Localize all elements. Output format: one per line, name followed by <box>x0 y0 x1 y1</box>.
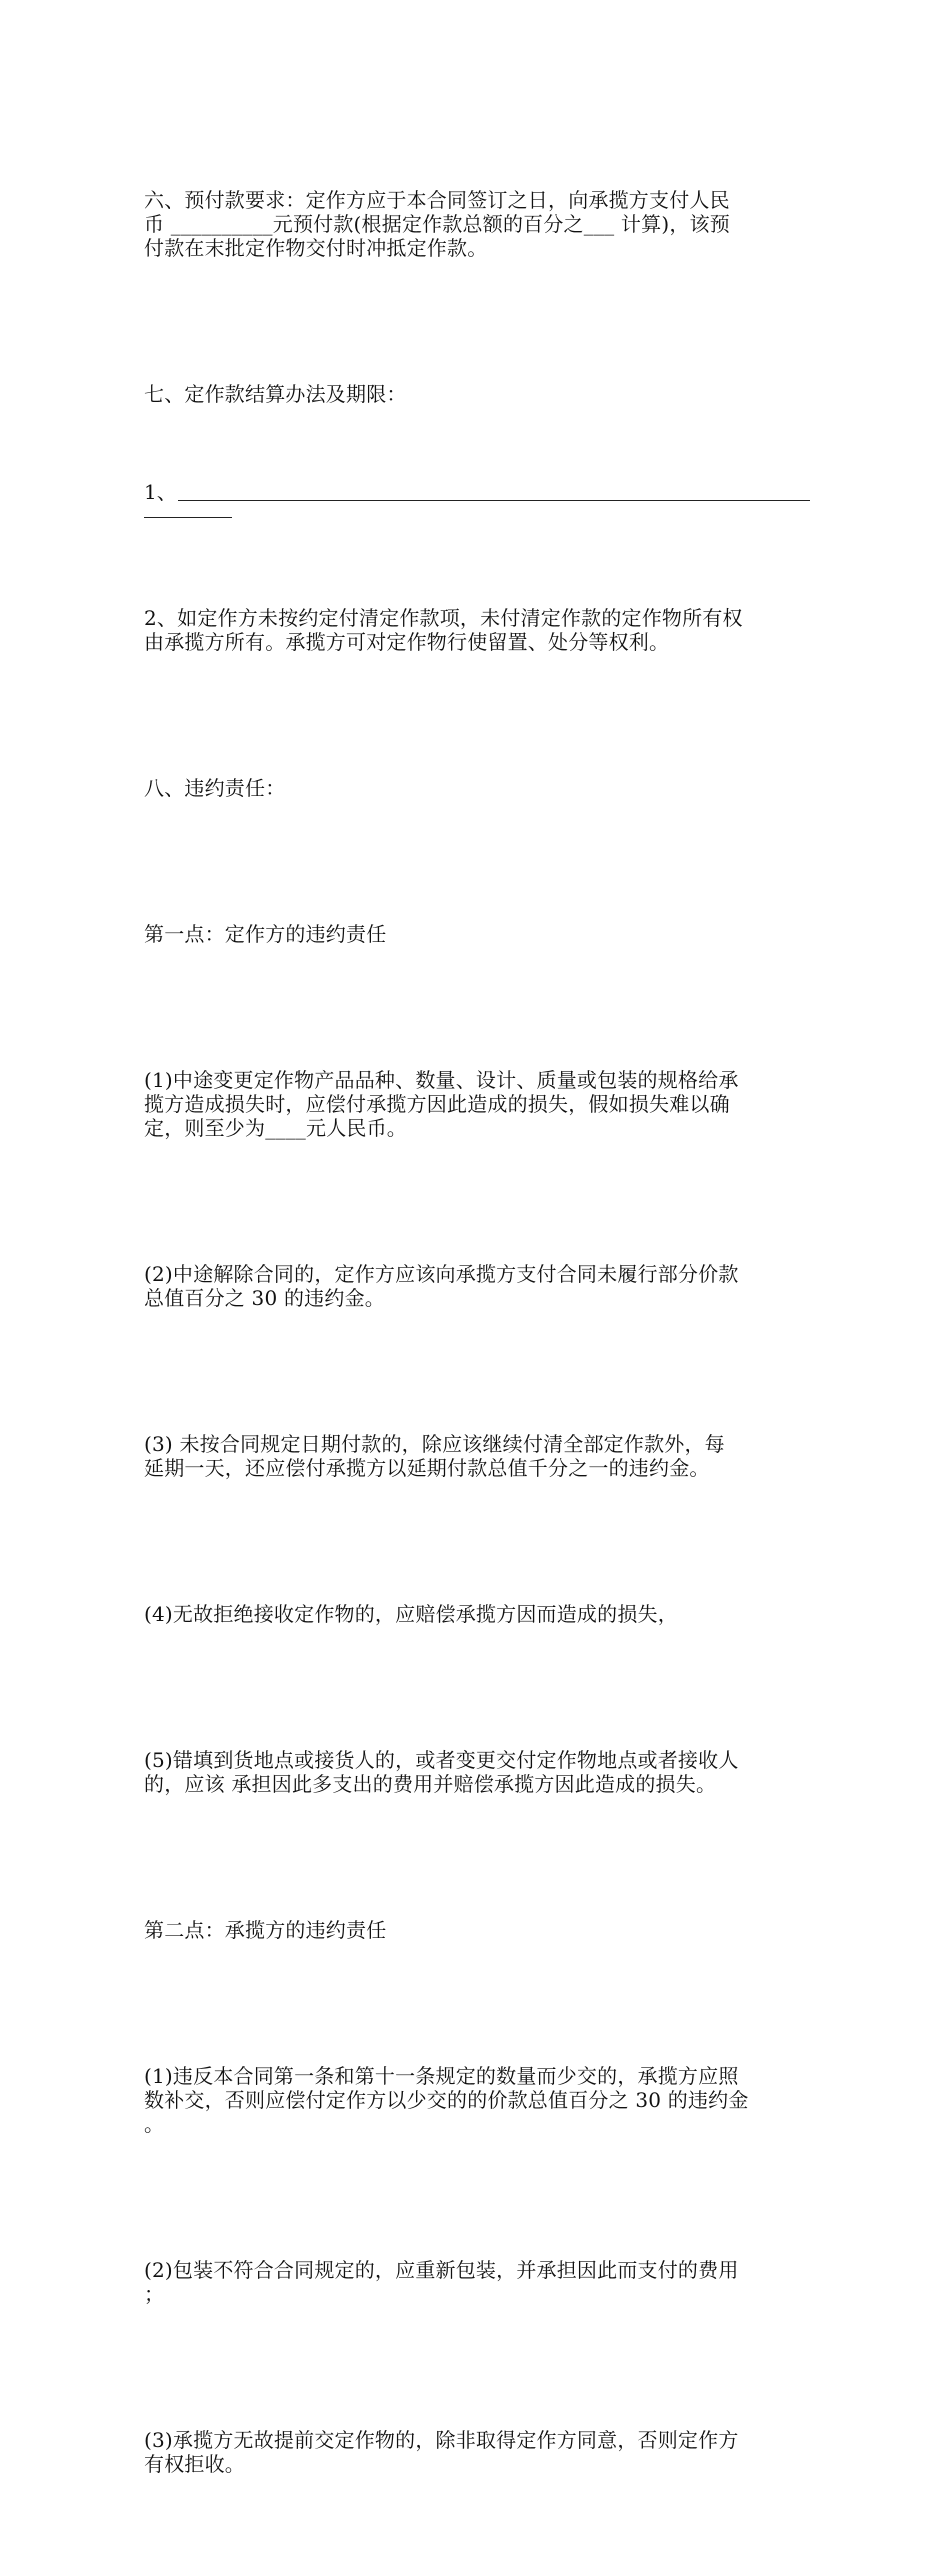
point-1-clause-3 <box>144 1384 810 1528</box>
text-line: ； <box>144 2282 165 2306</box>
point-2-clause-3 <box>144 2380 810 2524</box>
item-label: 1、 <box>144 480 177 504</box>
fill-in-blank-line-continued <box>144 516 232 518</box>
heading-text: 第二点：承揽方的违约责任 <box>144 1918 387 1942</box>
text-line: (2)中途解除合同的，定作方应该向承揽方支付合同未履行部分价款 <box>144 1262 739 1286</box>
section-7-heading <box>144 334 810 454</box>
text-line: 由承揽方所有。承揽方可对定作物行使留置、处分等权利。 <box>144 630 670 654</box>
text-line: 数补交，否则应偿付定作方以少交的的价款总值百分之 30 的违约金 <box>144 2088 749 2112</box>
point-2-clause-2 <box>144 2210 810 2354</box>
fill-in-blank-line <box>178 500 810 501</box>
point-2-clause-1 <box>144 2016 810 2184</box>
point-1-clause-1 <box>144 1020 810 1188</box>
section-6-prepayment <box>144 140 810 308</box>
section-7-item-1 <box>144 480 810 504</box>
section-7-item-2 <box>144 558 810 702</box>
text-line: (1)违反本合同第一条和第十一条规定的数量而少交的，承揽方应照 <box>144 2064 739 2088</box>
text-line: (3) 未按合同规定日期付款的，除应该继续付清全部定作款外，每 <box>144 1432 725 1456</box>
text-line: 的，应该 承担因此多支出的费用并赔偿承揽方因此造成的损失。 <box>144 1772 717 1796</box>
heading-text: 第一点：定作方的违约责任 <box>144 922 387 946</box>
text-line: (2)包装不符合合同规定的，应重新包装，并承担因此而支付的费用 <box>144 2258 739 2282</box>
heading-text: 七、定作款结算办法及期限： <box>144 382 407 406</box>
text-line: (3)承揽方无故提前交定作物的，除非取得定作方同意，否则定作方 <box>144 2428 739 2452</box>
text-line: 六、预付款要求：定作方应于本合同签订之日，向承揽方支付人民 <box>144 188 730 212</box>
point-1-clause-5 <box>144 1700 810 1844</box>
text-line: 总值百分之 30 的违约金。 <box>144 1286 385 1310</box>
text-line: (5)错填到货地点或接货人的，或者变更交付定作物地点或者接收人 <box>144 1748 739 1772</box>
text-line: 延期一天，还应偿付承揽方以延期付款总值千分之一的违约金。 <box>144 1456 710 1480</box>
text-line: 。 <box>144 2112 165 2136</box>
text-line: 揽方造成损失时，应偿付承揽方因此造成的损失，假如损失难以确 <box>144 1092 730 1116</box>
text-line: 付款在末批定作物交付时冲抵定作款。 <box>144 236 488 260</box>
heading-text: 八、违约责任： <box>144 776 286 800</box>
text-line: (1)中途变更定作物产品品种、数量、设计、质量或包装的规格给承 <box>144 1068 739 1092</box>
text-line: 定，则至少为____元人民币。 <box>144 1116 407 1140</box>
text-line: (4)无故拒绝接收定作物的，应赔偿承揽方因而造成的损失， <box>144 1602 678 1626</box>
point-1-heading <box>144 874 810 994</box>
point-1-clause-2 <box>144 1214 810 1358</box>
document-page <box>144 140 810 2550</box>
point-1-clause-4 <box>144 1554 810 1674</box>
point-2-heading <box>144 1870 810 1990</box>
text-line: 有权拒收。 <box>144 2452 245 2476</box>
text-line: 币 __________元预付款(根据定作款总额的百分之___ 计算)，该预 <box>144 212 730 236</box>
text-line: 2、如定作方未按约定付清定作款项，未付清定作款的定作物所有权 <box>144 606 743 630</box>
section-8-heading <box>144 728 810 848</box>
